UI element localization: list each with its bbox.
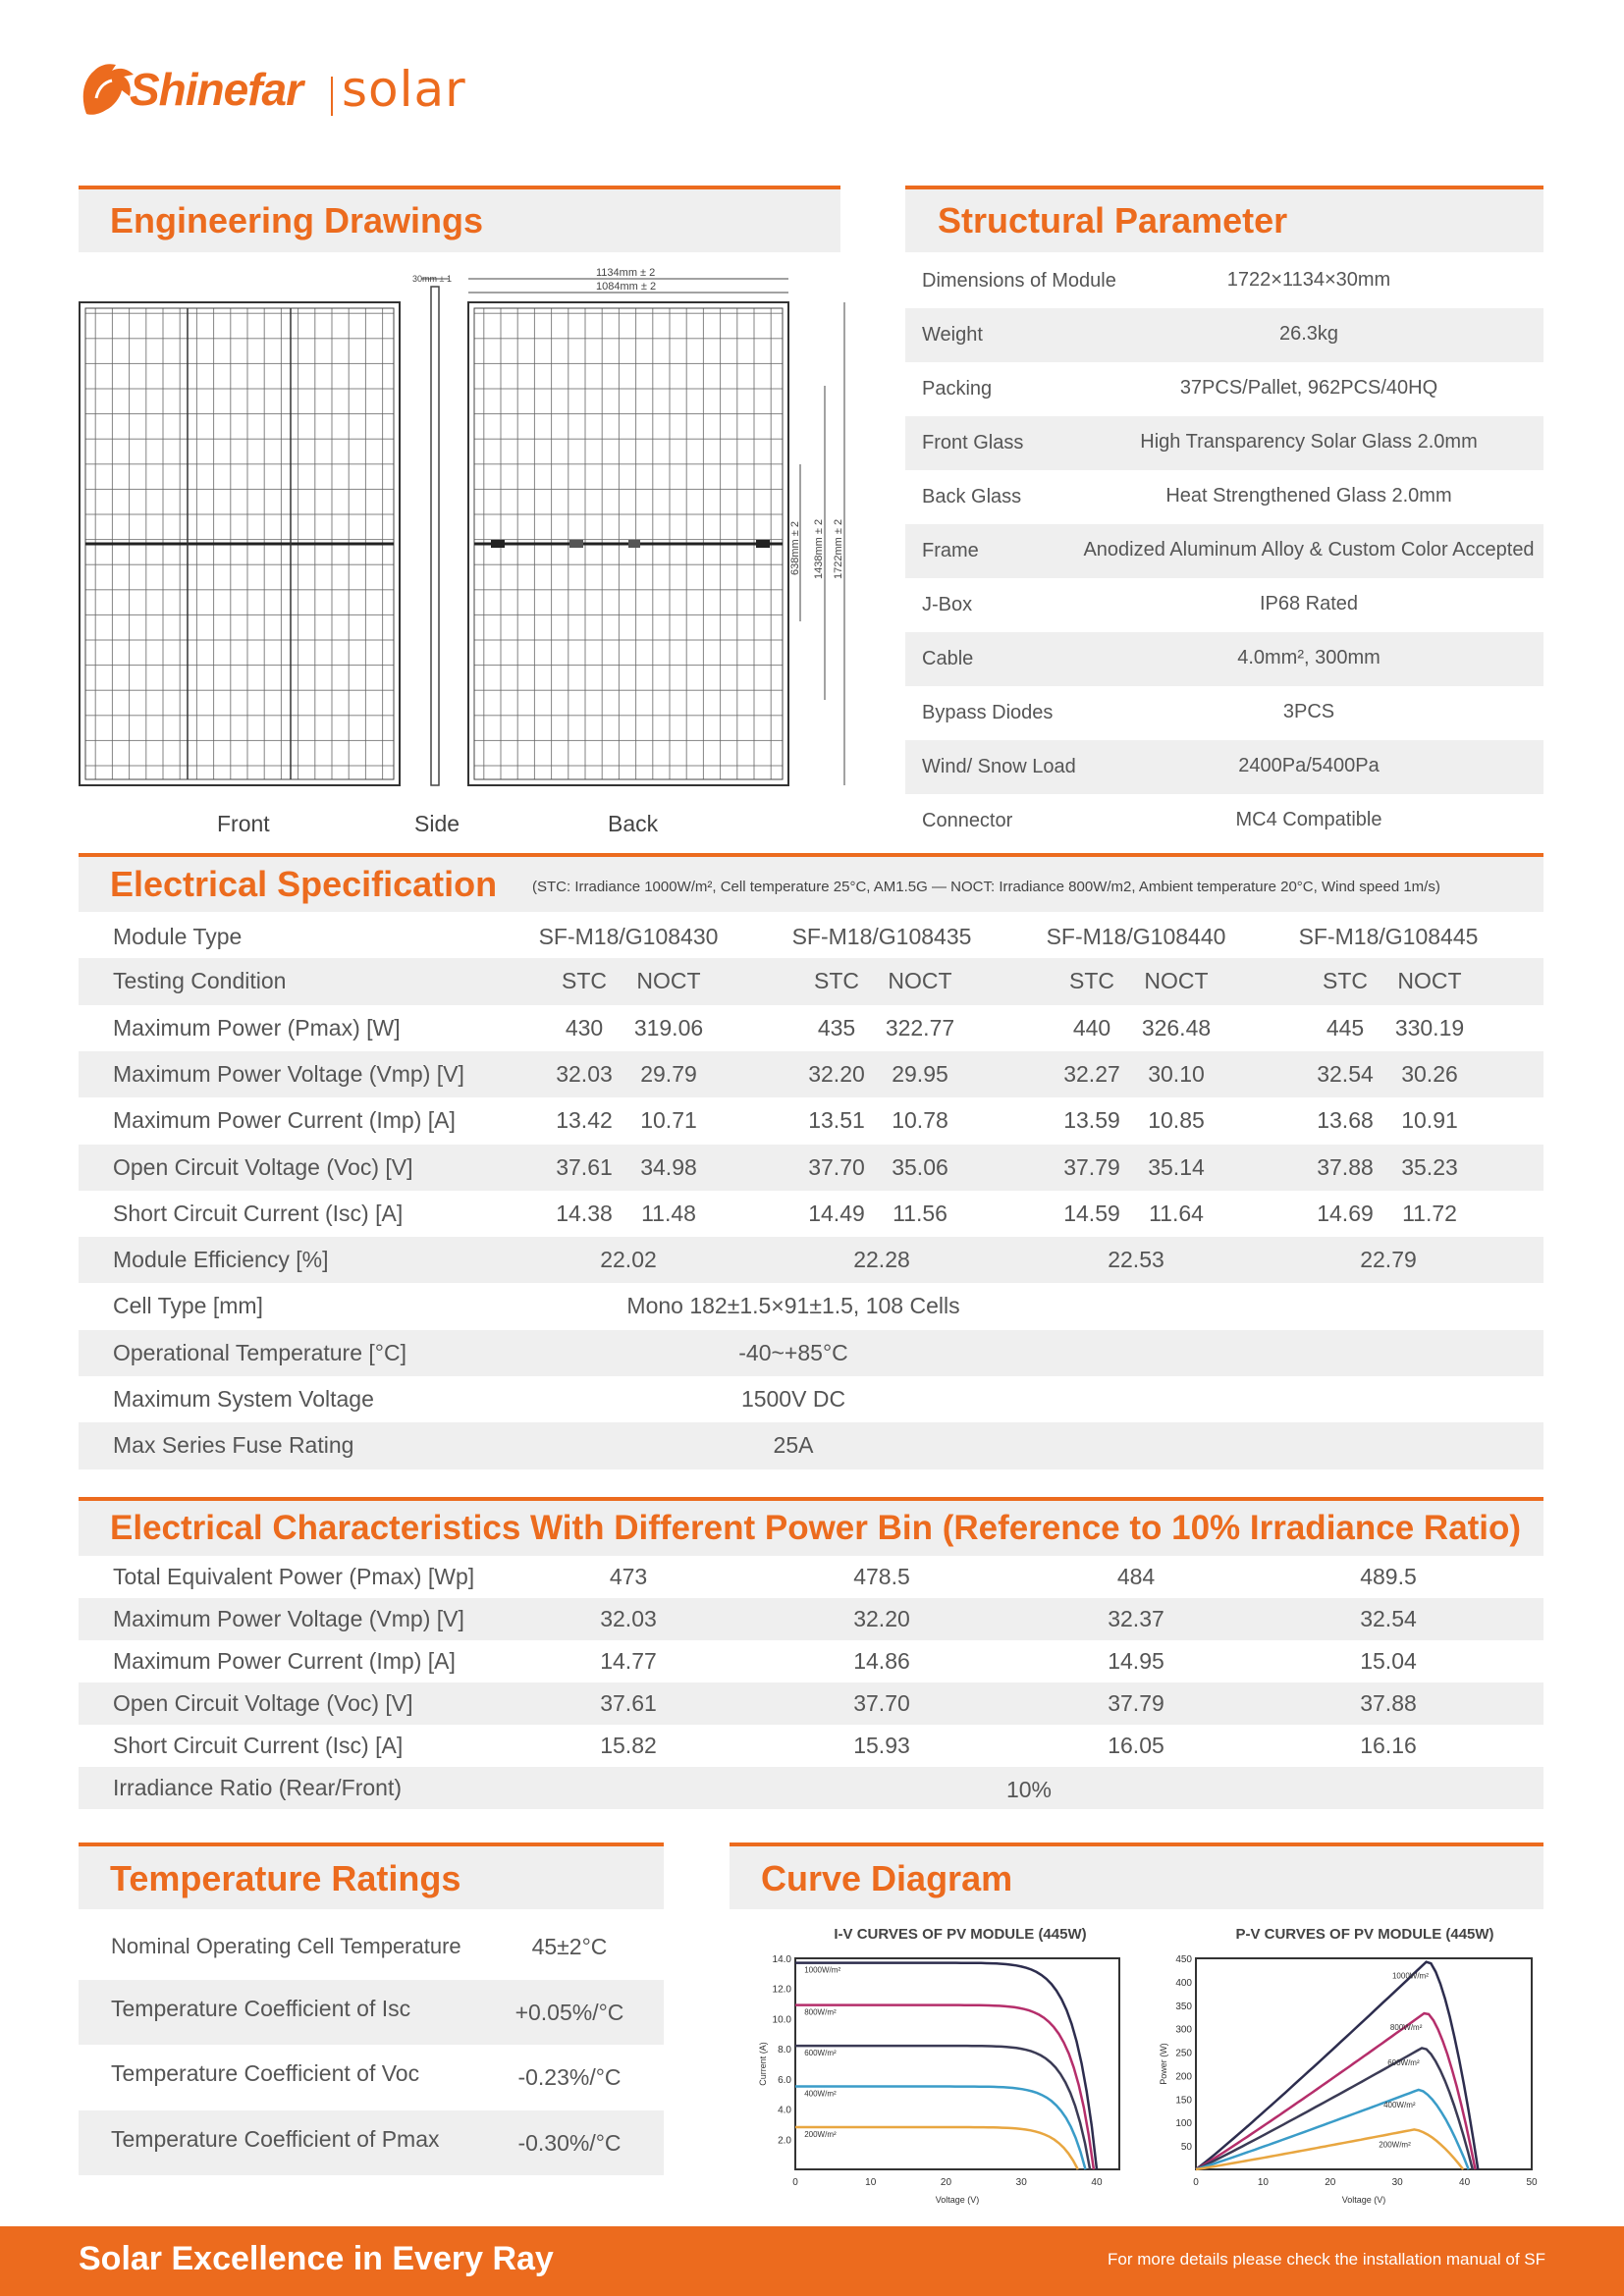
- power-bin-row: [79, 1725, 1543, 1767]
- footer-banner: [0, 2226, 1624, 2296]
- common-spec-row: [79, 1283, 1543, 1329]
- efficiency-row: [79, 1237, 1543, 1283]
- stc-value: 32.03: [556, 1060, 613, 1087]
- power-bin-header: [79, 1497, 1543, 1556]
- row-label: Cell Type [mm]: [113, 1293, 263, 1319]
- brand-logo: [79, 57, 491, 126]
- stc-label: STC: [1323, 968, 1368, 994]
- structural-row: [905, 794, 1543, 848]
- irradiance-ratio-value: 10%: [1005, 1777, 1053, 1802]
- efficiency-value: 22.53: [1108, 1247, 1164, 1273]
- series-label: 800W/m²: [804, 2007, 837, 2017]
- param-label: Front Glass: [922, 432, 1024, 454]
- module-engineering-drawing: [79, 263, 864, 813]
- noct-value: 35.14: [1148, 1153, 1205, 1180]
- x-tick-label: 50: [1526, 2177, 1538, 2188]
- common-value: -40~+85°C: [738, 1339, 848, 1365]
- y-tick-label: 12.0: [772, 1984, 791, 1996]
- power-bin-row: [79, 1640, 1543, 1682]
- noct-value: 10.91: [1401, 1107, 1458, 1134]
- row-label: Maximum Power Voltage (Vmp) [V]: [113, 1060, 464, 1087]
- power-bin-value: 15.04: [1360, 1648, 1417, 1674]
- y-tick-label: 400: [1175, 1977, 1192, 1989]
- power-bin-value: 37.70: [853, 1690, 910, 1716]
- engineering-drawings-header: [79, 186, 840, 252]
- noct-label: NOCT: [1397, 968, 1462, 994]
- footer-slogan: Solar Excellence in Every Ray: [79, 2240, 554, 2277]
- model-name: SF-M18/G108440: [1046, 924, 1226, 949]
- y-axis-label: Current (A): [758, 2042, 768, 2086]
- noct-value: 30.26: [1401, 1060, 1458, 1087]
- param-label: Bypass Diodes: [922, 702, 1054, 723]
- stc-value: 37.88: [1317, 1153, 1374, 1180]
- param-value: 1722×1134×30mm: [1226, 269, 1391, 291]
- testing-condition-row: [79, 958, 1543, 1004]
- mount-1-dim: 638mm ± 2: [789, 521, 801, 575]
- iv-chart-title: I-V CURVES OF PV MODULE (445W): [834, 1926, 1087, 1943]
- stc-label: STC: [814, 968, 859, 994]
- brand-product-line: solar: [342, 61, 466, 118]
- section-title: Temperature Ratings: [110, 1858, 461, 1898]
- x-tick-label: 30: [1015, 2177, 1027, 2188]
- param-value: 3PCS: [1282, 701, 1335, 722]
- y-tick-label: 6.0: [778, 2074, 791, 2086]
- pv-curve-chart: [1149, 1949, 1542, 2214]
- param-value: 26.3kg: [1278, 323, 1339, 345]
- power-bin-value: 32.54: [1360, 1606, 1417, 1631]
- x-tick-label: 0: [792, 2177, 798, 2188]
- noct-label: NOCT: [888, 968, 952, 994]
- section-title: Electrical Characteristics With Different Power Bin (Reference to 10% Irradiance Ratio): [110, 1509, 1522, 1547]
- y-tick-label: 450: [1175, 1954, 1192, 1965]
- length-dim: 1722mm ± 2: [833, 518, 844, 579]
- row-label: Maximum Power (Pmax) [W]: [113, 1014, 401, 1041]
- mount-2-dim: 1438mm ± 2: [813, 518, 825, 579]
- power-bin-row: [79, 1556, 1543, 1598]
- structural-row: [905, 362, 1543, 416]
- stc-value: 14.38: [556, 1200, 613, 1226]
- power-bin-value: 489.5: [1360, 1564, 1417, 1589]
- y-tick-label: 100: [1175, 2118, 1192, 2130]
- row-label: Total Equivalent Power (Pmax) [Wp]: [113, 1564, 475, 1589]
- structural-row: [905, 416, 1543, 470]
- series-label: 600W/m²: [1387, 2057, 1420, 2067]
- efficiency-value: 22.79: [1360, 1247, 1417, 1273]
- model-name: SF-M18/G108430: [538, 924, 719, 949]
- spec-row: [79, 1005, 1543, 1051]
- structural-row: [905, 686, 1543, 740]
- noct-value: 330.19: [1394, 1014, 1465, 1041]
- y-tick-label: 300: [1175, 2024, 1192, 2036]
- y-tick-label: 10.0: [772, 2014, 791, 2026]
- stc-label: STC: [1069, 968, 1114, 994]
- row-label: Maximum System Voltage: [113, 1386, 374, 1412]
- row-label: Short Circuit Current (Isc) [A]: [113, 1733, 404, 1758]
- y-tick-label: 14.0: [772, 1954, 791, 1965]
- param-label: Cable: [922, 648, 974, 669]
- stc-value: 32.54: [1317, 1060, 1374, 1087]
- row-label: Maximum Power Current (Imp) [A]: [113, 1107, 456, 1134]
- thickness-dim: 30mm ± 1: [412, 274, 452, 284]
- row-label: Nominal Operating Cell Temperature: [111, 1934, 461, 1958]
- temperature-row: [79, 1980, 664, 2045]
- param-value: Anodized Aluminum Alloy & Custom Color Accepted: [1083, 539, 1535, 561]
- row-label: Max Series Fuse Rating: [113, 1432, 354, 1459]
- row-label: Irradiance Ratio (Rear/Front): [113, 1775, 402, 1800]
- view-label-side: Side: [414, 811, 460, 836]
- structural-row: [905, 308, 1543, 362]
- row-label: Testing Condition: [113, 968, 287, 994]
- stc-value: 14.49: [808, 1200, 865, 1226]
- spec-row: [79, 1191, 1543, 1237]
- series-label: 400W/m²: [1383, 2100, 1416, 2109]
- stc-value: 13.68: [1317, 1107, 1374, 1134]
- power-bin-value: 473: [609, 1564, 648, 1589]
- stc-value: 13.42: [556, 1107, 613, 1134]
- noct-value: 11.56: [893, 1200, 947, 1226]
- iv-curve-chart: [746, 1949, 1139, 2214]
- param-label: Wind/ Snow Load: [922, 756, 1076, 777]
- side-view: [412, 274, 452, 785]
- view-label-back: Back: [608, 811, 659, 836]
- noct-value: 29.79: [640, 1060, 697, 1087]
- param-label: Weight: [922, 324, 983, 346]
- param-label: Back Glass: [922, 486, 1022, 507]
- series-label: 400W/m²: [804, 2089, 837, 2099]
- noct-value: 29.95: [892, 1060, 948, 1087]
- power-bin-value: 32.20: [853, 1606, 910, 1631]
- section-title: Electrical Specification: [110, 864, 498, 904]
- x-axis-label: Voltage (V): [935, 2195, 980, 2205]
- efficiency-value: 22.02: [600, 1247, 657, 1273]
- row-value: +0.05%/°C: [514, 1999, 624, 2025]
- section-title: Curve Diagram: [761, 1858, 1013, 1898]
- noct-value: 11.72: [1402, 1200, 1457, 1226]
- footer-note: For more details please check the installation manual of SF: [1107, 2250, 1545, 2269]
- x-tick-label: 10: [865, 2177, 877, 2188]
- noct-value: 30.10: [1148, 1060, 1205, 1087]
- y-tick-label: 50: [1180, 2142, 1192, 2154]
- power-bin-value: 32.37: [1108, 1606, 1164, 1631]
- y-tick-label: 2.0: [778, 2135, 791, 2147]
- series-label: 200W/m²: [804, 2130, 837, 2139]
- temperature-row: [79, 2110, 664, 2175]
- x-tick-label: 20: [1325, 2177, 1336, 2188]
- width-outer-dim: 1134mm ± 2: [596, 267, 656, 279]
- row-label: Temperature Coefficient of Isc: [111, 1995, 411, 2021]
- section-title: Engineering Drawings: [110, 200, 484, 240]
- power-bin-value: 16.05: [1108, 1733, 1164, 1758]
- structural-row: [905, 470, 1543, 524]
- noct-label: NOCT: [1144, 968, 1209, 994]
- stc-value: 32.27: [1063, 1060, 1120, 1087]
- row-label: Temperature Coefficient of Pmax: [111, 2125, 440, 2152]
- power-bin-value: 37.88: [1360, 1690, 1417, 1716]
- model-name: SF-M18/G108435: [791, 924, 972, 949]
- structural-row: [905, 254, 1543, 308]
- brand-name: Shinefar: [130, 64, 303, 115]
- noct-value: 11.64: [1149, 1200, 1204, 1226]
- stc-value: 435: [817, 1014, 856, 1041]
- power-bin-value: 14.86: [853, 1648, 910, 1674]
- param-value: High Transparency Solar Glass 2.0mm: [1140, 431, 1478, 453]
- stc-value: 32.20: [808, 1060, 865, 1087]
- y-tick-label: 200: [1175, 2071, 1192, 2083]
- efficiency-value: 22.28: [853, 1247, 910, 1273]
- stc-value: 440: [1072, 1014, 1111, 1041]
- x-tick-label: 10: [1257, 2177, 1269, 2188]
- param-value: IP68 Rated: [1259, 593, 1359, 614]
- row-value: 45±2°C: [531, 1934, 608, 1959]
- y-tick-label: 8.0: [778, 2045, 791, 2056]
- power-bin-value: 15.82: [600, 1733, 657, 1758]
- structural-parameter-header: [905, 186, 1543, 252]
- power-bin-value: 32.03: [600, 1606, 657, 1631]
- electrical-spec-header: [79, 853, 1543, 912]
- param-value: 4.0mm², 300mm: [1237, 647, 1380, 668]
- power-bin-value: 14.77: [600, 1648, 657, 1674]
- spec-row: [79, 1145, 1543, 1191]
- series-label: 800W/m²: [1389, 2022, 1423, 2032]
- row-label: Maximum Power Current (Imp) [A]: [113, 1648, 456, 1674]
- noct-value: 34.98: [640, 1153, 697, 1180]
- test-conditions-note: (STC: Irradiance 1000W/m², Cell temperature 25°C, AM1.5G — NOCT: Irradiance 800W/m2, Ambient temperature 20°C, Wind speed 1m/s): [532, 879, 1440, 895]
- y-tick-label: 350: [1175, 2001, 1192, 2012]
- row-label: Module Efficiency [%]: [113, 1247, 329, 1273]
- stc-label: STC: [562, 968, 607, 994]
- row-value: -0.23%/°C: [517, 2064, 622, 2090]
- row-label: Module Type: [113, 924, 243, 949]
- stc-value: 37.61: [556, 1153, 613, 1180]
- structural-row: [905, 632, 1543, 686]
- y-axis-label: Power (W): [1159, 2043, 1168, 2085]
- stc-value: 13.59: [1063, 1107, 1120, 1134]
- lion-mane-icon: [79, 59, 135, 120]
- view-label-front: Front: [217, 811, 270, 836]
- model-name: SF-M18/G108445: [1298, 924, 1479, 949]
- param-label: Frame: [922, 540, 979, 561]
- spec-row: [79, 1097, 1543, 1144]
- temperature-row: [79, 2045, 664, 2109]
- logo-divider: [331, 77, 333, 116]
- x-tick-label: 0: [1193, 2177, 1199, 2188]
- series-label: 200W/m²: [1379, 2140, 1411, 2150]
- noct-value: 11.48: [641, 1200, 696, 1226]
- y-tick-label: 250: [1175, 2048, 1192, 2059]
- x-axis-label: Voltage (V): [1341, 2195, 1386, 2205]
- param-label: J-Box: [922, 594, 973, 615]
- common-spec-row: [79, 1330, 1543, 1376]
- noct-value: 319.06: [633, 1014, 704, 1041]
- stc-value: 445: [1326, 1014, 1365, 1041]
- stc-value: 37.79: [1063, 1153, 1120, 1180]
- row-label: Temperature Coefficient of Voc: [111, 2060, 420, 2086]
- temperature-row: [79, 1914, 664, 1979]
- power-bin-value: 14.95: [1108, 1648, 1164, 1674]
- noct-label: NOCT: [636, 968, 701, 994]
- structural-row: [905, 578, 1543, 632]
- power-bin-value: 478.5: [853, 1564, 910, 1589]
- row-value: -0.30%/°C: [517, 2129, 622, 2156]
- stc-value: 37.70: [808, 1153, 865, 1180]
- power-bin-value: 16.16: [1360, 1733, 1417, 1758]
- power-bin-value: 37.79: [1108, 1690, 1164, 1716]
- power-bin-value: 15.93: [853, 1733, 910, 1758]
- noct-value: 10.78: [892, 1107, 948, 1134]
- series-label: 1000W/m²: [1391, 1971, 1429, 1981]
- param-label: Dimensions of Module: [922, 270, 1116, 292]
- plot-frame: [795, 1958, 1119, 2169]
- x-tick-label: 40: [1091, 2177, 1103, 2188]
- spec-row: [79, 1051, 1543, 1097]
- x-tick-label: 20: [940, 2177, 952, 2188]
- noct-value: 322.77: [885, 1014, 955, 1041]
- param-label: Packing: [922, 378, 993, 400]
- noct-value: 10.85: [1148, 1107, 1205, 1134]
- common-value: 1500V DC: [740, 1386, 846, 1412]
- common-spec-row: [79, 1376, 1543, 1422]
- module-type-row: [79, 912, 1543, 958]
- x-tick-label: 40: [1459, 2177, 1471, 2188]
- back-view: [468, 267, 844, 785]
- param-value: Heat Strengthened Glass 2.0mm: [1165, 485, 1452, 507]
- y-tick-label: 150: [1175, 2095, 1192, 2107]
- structural-row: [905, 740, 1543, 794]
- stc-value: 14.69: [1317, 1200, 1374, 1226]
- row-label: Operational Temperature [°C]: [113, 1339, 406, 1365]
- curve-diagram-header: [730, 1842, 1543, 1909]
- stc-value: 14.59: [1063, 1200, 1120, 1226]
- row-label: Open Circuit Voltage (Voc) [V]: [113, 1690, 413, 1716]
- common-value: Mono 182±1.5×91±1.5, 108 Cells: [626, 1293, 960, 1319]
- irradiance-ratio-row: [79, 1767, 1543, 1809]
- series-label: 1000W/m²: [804, 1965, 841, 1975]
- section-title: Structural Parameter: [938, 200, 1288, 240]
- power-bin-value: 37.61: [600, 1690, 657, 1716]
- front-view: [80, 302, 400, 785]
- row-label: Open Circuit Voltage (Voc) [V]: [113, 1153, 413, 1180]
- row-label: Short Circuit Current (Isc) [A]: [113, 1200, 404, 1226]
- common-spec-row: [79, 1422, 1543, 1468]
- power-bin-row: [79, 1682, 1543, 1725]
- temperature-ratings-header: [79, 1842, 664, 1909]
- pv-chart-title: P-V CURVES OF PV MODULE (445W): [1235, 1926, 1494, 1943]
- width-inner-dim: 1084mm ± 2: [596, 281, 657, 293]
- param-value: MC4 Compatible: [1235, 809, 1382, 830]
- structural-row: [905, 524, 1543, 578]
- row-label: Maximum Power Voltage (Vmp) [V]: [113, 1606, 464, 1631]
- noct-value: 10.71: [640, 1107, 697, 1134]
- series-label: 600W/m²: [804, 2049, 837, 2058]
- noct-value: 35.23: [1401, 1153, 1458, 1180]
- param-label: Connector: [922, 810, 1013, 831]
- y-tick-label: 4.0: [778, 2105, 791, 2116]
- param-value: 2400Pa/5400Pa: [1238, 755, 1380, 776]
- x-tick-label: 30: [1391, 2177, 1403, 2188]
- stc-value: 13.51: [808, 1107, 865, 1134]
- stc-value: 430: [565, 1014, 604, 1041]
- power-bin-row: [79, 1598, 1543, 1640]
- power-bin-value: 484: [1116, 1564, 1156, 1589]
- noct-value: 326.48: [1141, 1014, 1212, 1041]
- param-value: 37PCS/Pallet, 962PCS/40HQ: [1179, 377, 1438, 399]
- common-value: 25A: [773, 1432, 814, 1459]
- noct-value: 35.06: [892, 1153, 948, 1180]
